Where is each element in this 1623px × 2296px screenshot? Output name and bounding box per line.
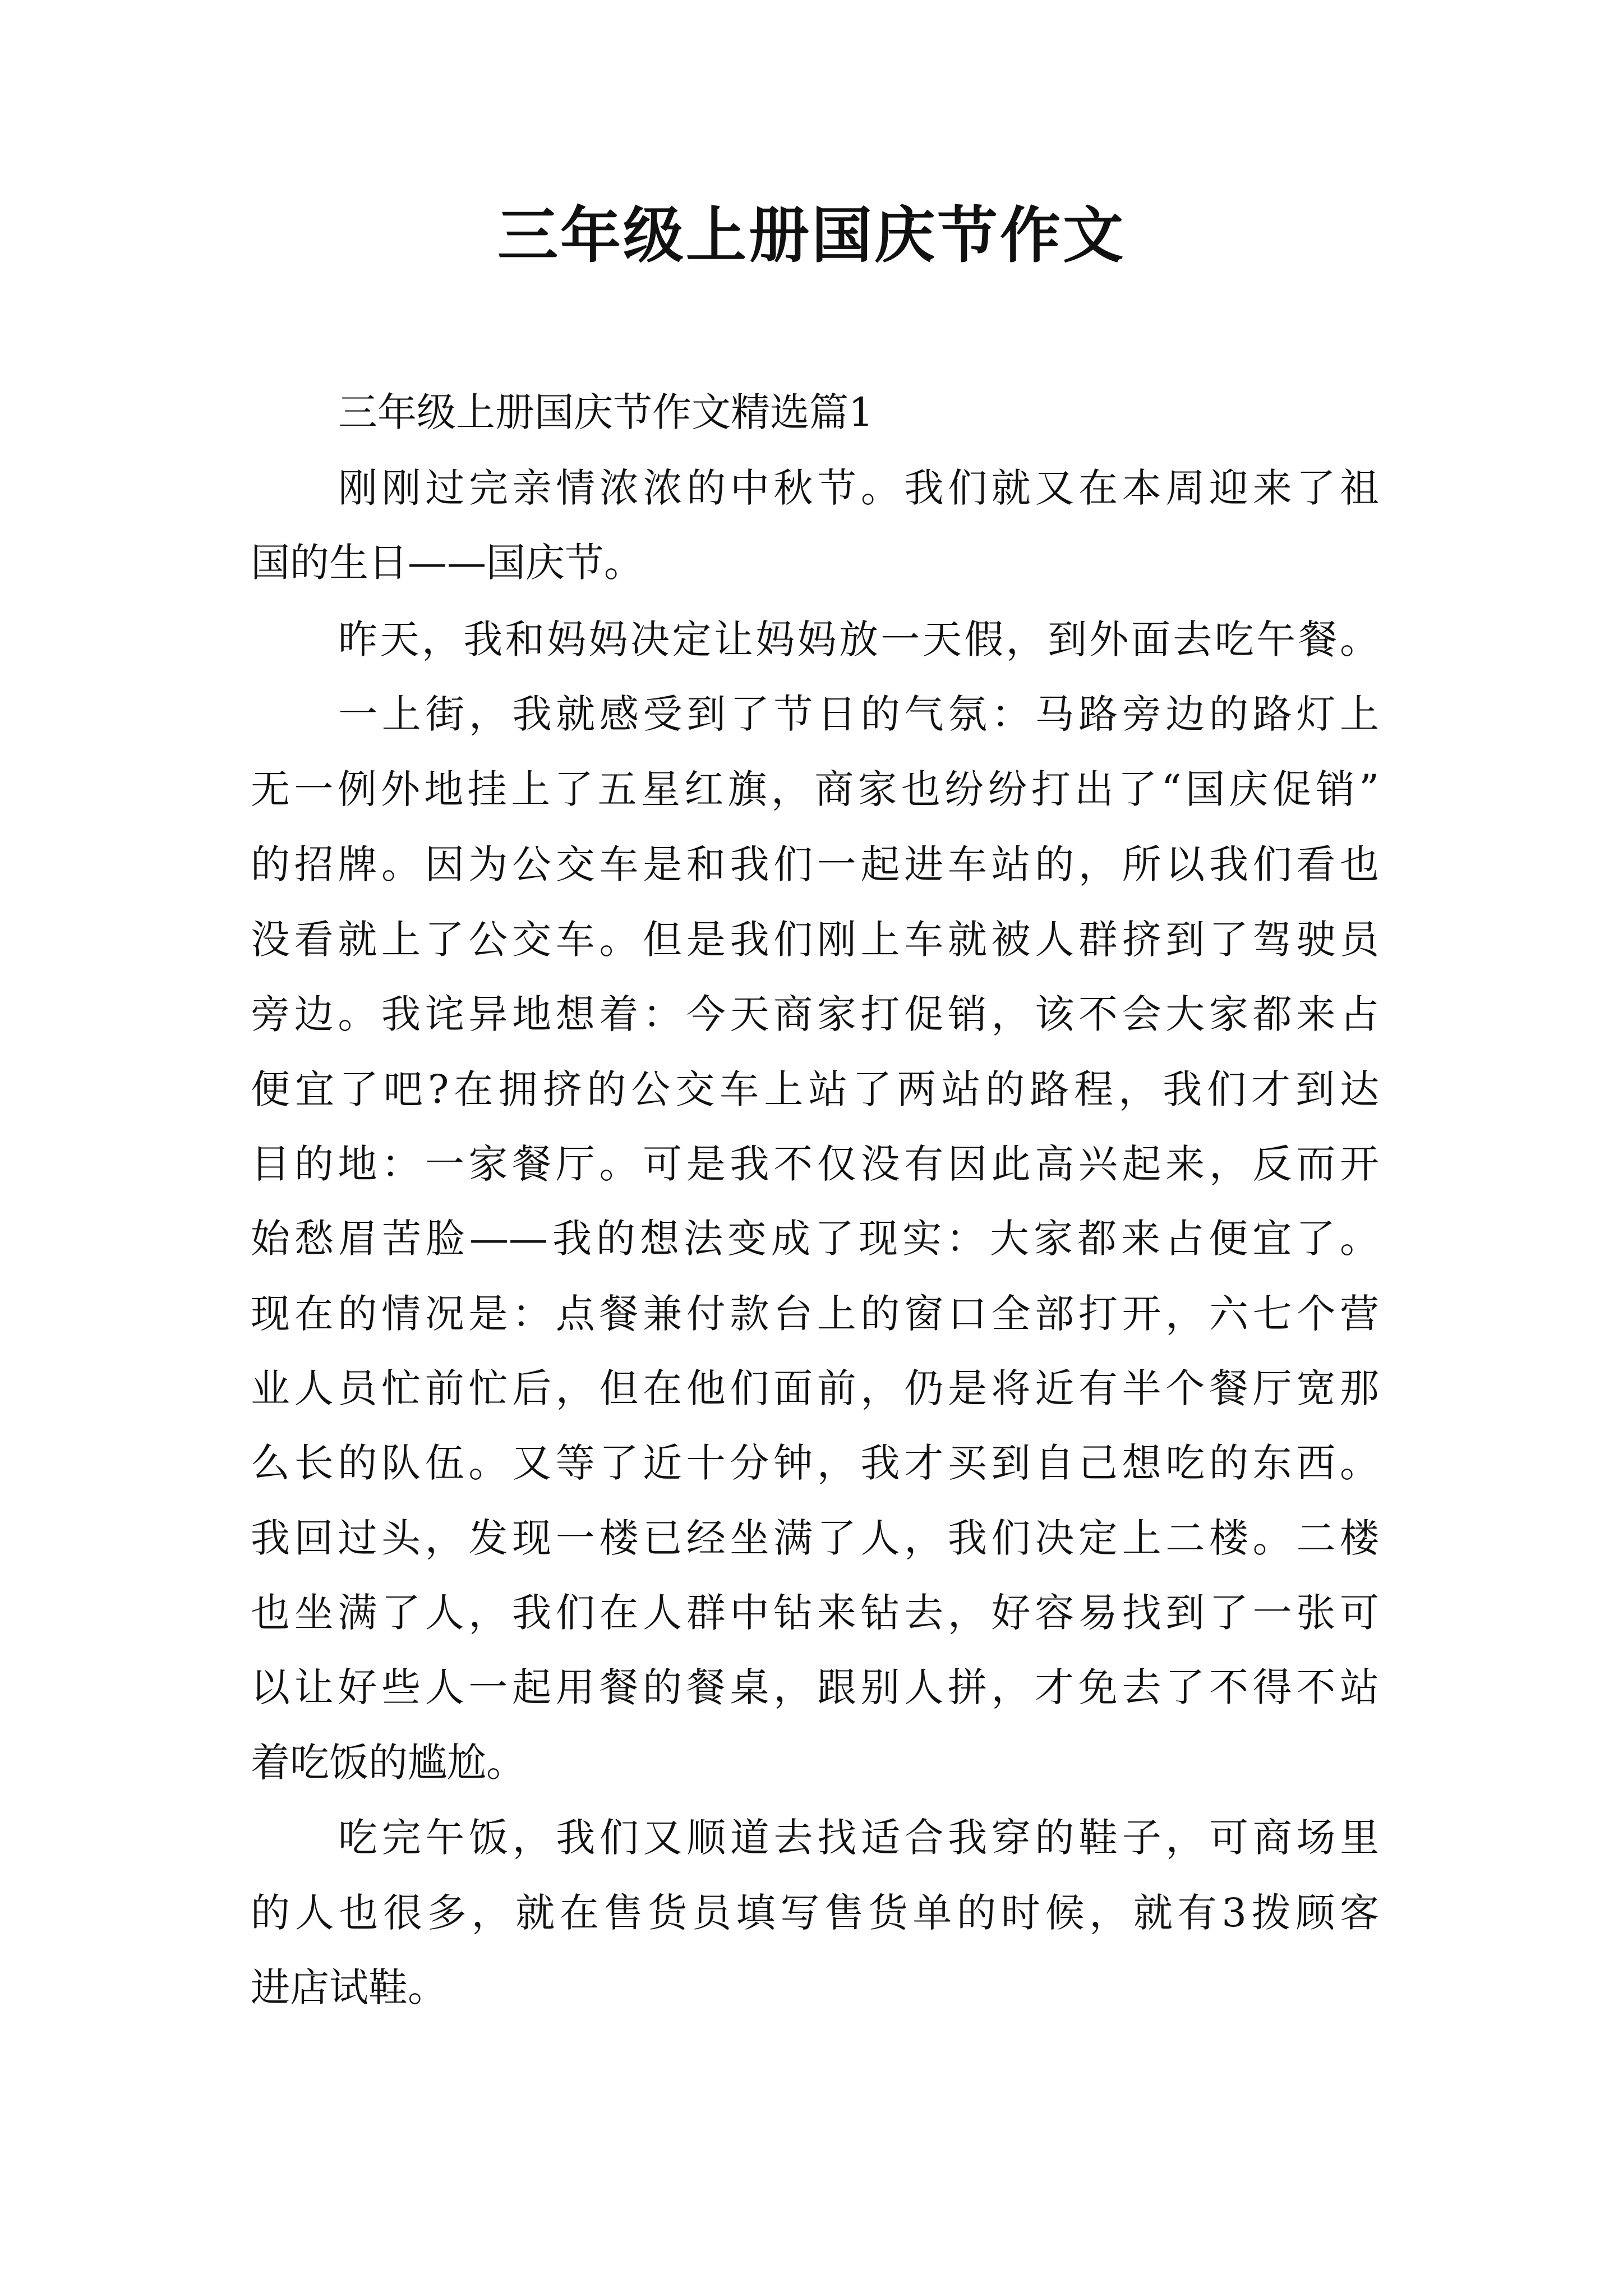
section-heading: 三年级上册国庆节作文精选篇1 [338,389,874,435]
paragraph-line: 我回过头，发现一楼已经坐满了人，我们决定上二楼。二楼 [251,1515,1379,1561]
paragraph-line: 着吃饭的尴尬。 [251,1740,525,1786]
paragraph-line: 国的生日——国庆节。 [251,540,643,586]
paragraph-line: 始愁眉苦脸——我的想法变成了现实：大家都来占便宜了。 [251,1216,1379,1262]
paragraph-line: 现在的情况是：点餐兼付款台上的窗口全部打开，六七个营 [251,1291,1379,1337]
paragraph-line: 刚刚过完亲情浓浓的中秋节。我们就又在本周迎来了祖 [338,465,1379,511]
paragraph-line: 以让好些人一起用餐的餐桌，跟别人拼，才免去了不得不站 [251,1664,1379,1710]
paragraph-line: 旁边。我诧异地想着：今天商家打促销，该不会大家都来占 [251,991,1379,1037]
paragraph-line: 目的地：一家餐厅。可是我不仅没有因此高兴起来，反而开 [251,1141,1379,1187]
paragraph-line: 无一例外地挂上了五星红旗，商家也纷纷打出了“国庆促销” [251,766,1379,812]
paragraph-line: 么长的队伍。又等了近十分钟，我才买到自己想吃的东西。 [251,1440,1379,1486]
paragraph-line: 业人员忙前忙后，但在他们面前，仍是将近有半个餐厅宽那 [251,1365,1379,1411]
paragraph-line: 的人也很多，就在售货员填写售货单的时候，就有3拨顾客 [251,1890,1379,1936]
document-title: 三年级上册国庆节作文 [497,200,1126,271]
paragraph-line: 的招牌。因为公交车是和我们一起进车站的，所以我们看也 [251,841,1379,887]
paragraph-line: 一上街，我就感受到了节日的气氛：马路旁边的路灯上 [338,691,1379,737]
paragraph-line: 昨天，我和妈妈决定让妈妈放一天假，到外面去吃午餐。 [338,616,1379,662]
paragraph-line: 便宜了吧?在拥挤的公交车上站了两站的路程，我们才到达 [251,1066,1379,1112]
paragraph-line: 吃完午饭，我们又顺道去找适合我穿的鞋子，可商场里 [338,1815,1379,1861]
paragraph-line: 也坐满了人，我们在人群中钻来钻去，好容易找到了一张可 [251,1590,1379,1636]
paragraph-line: 没看就上了公交车。但是我们刚上车就被人群挤到了驾驶员 [251,917,1379,963]
paragraph-line: 进店试鞋。 [251,1964,447,2010]
